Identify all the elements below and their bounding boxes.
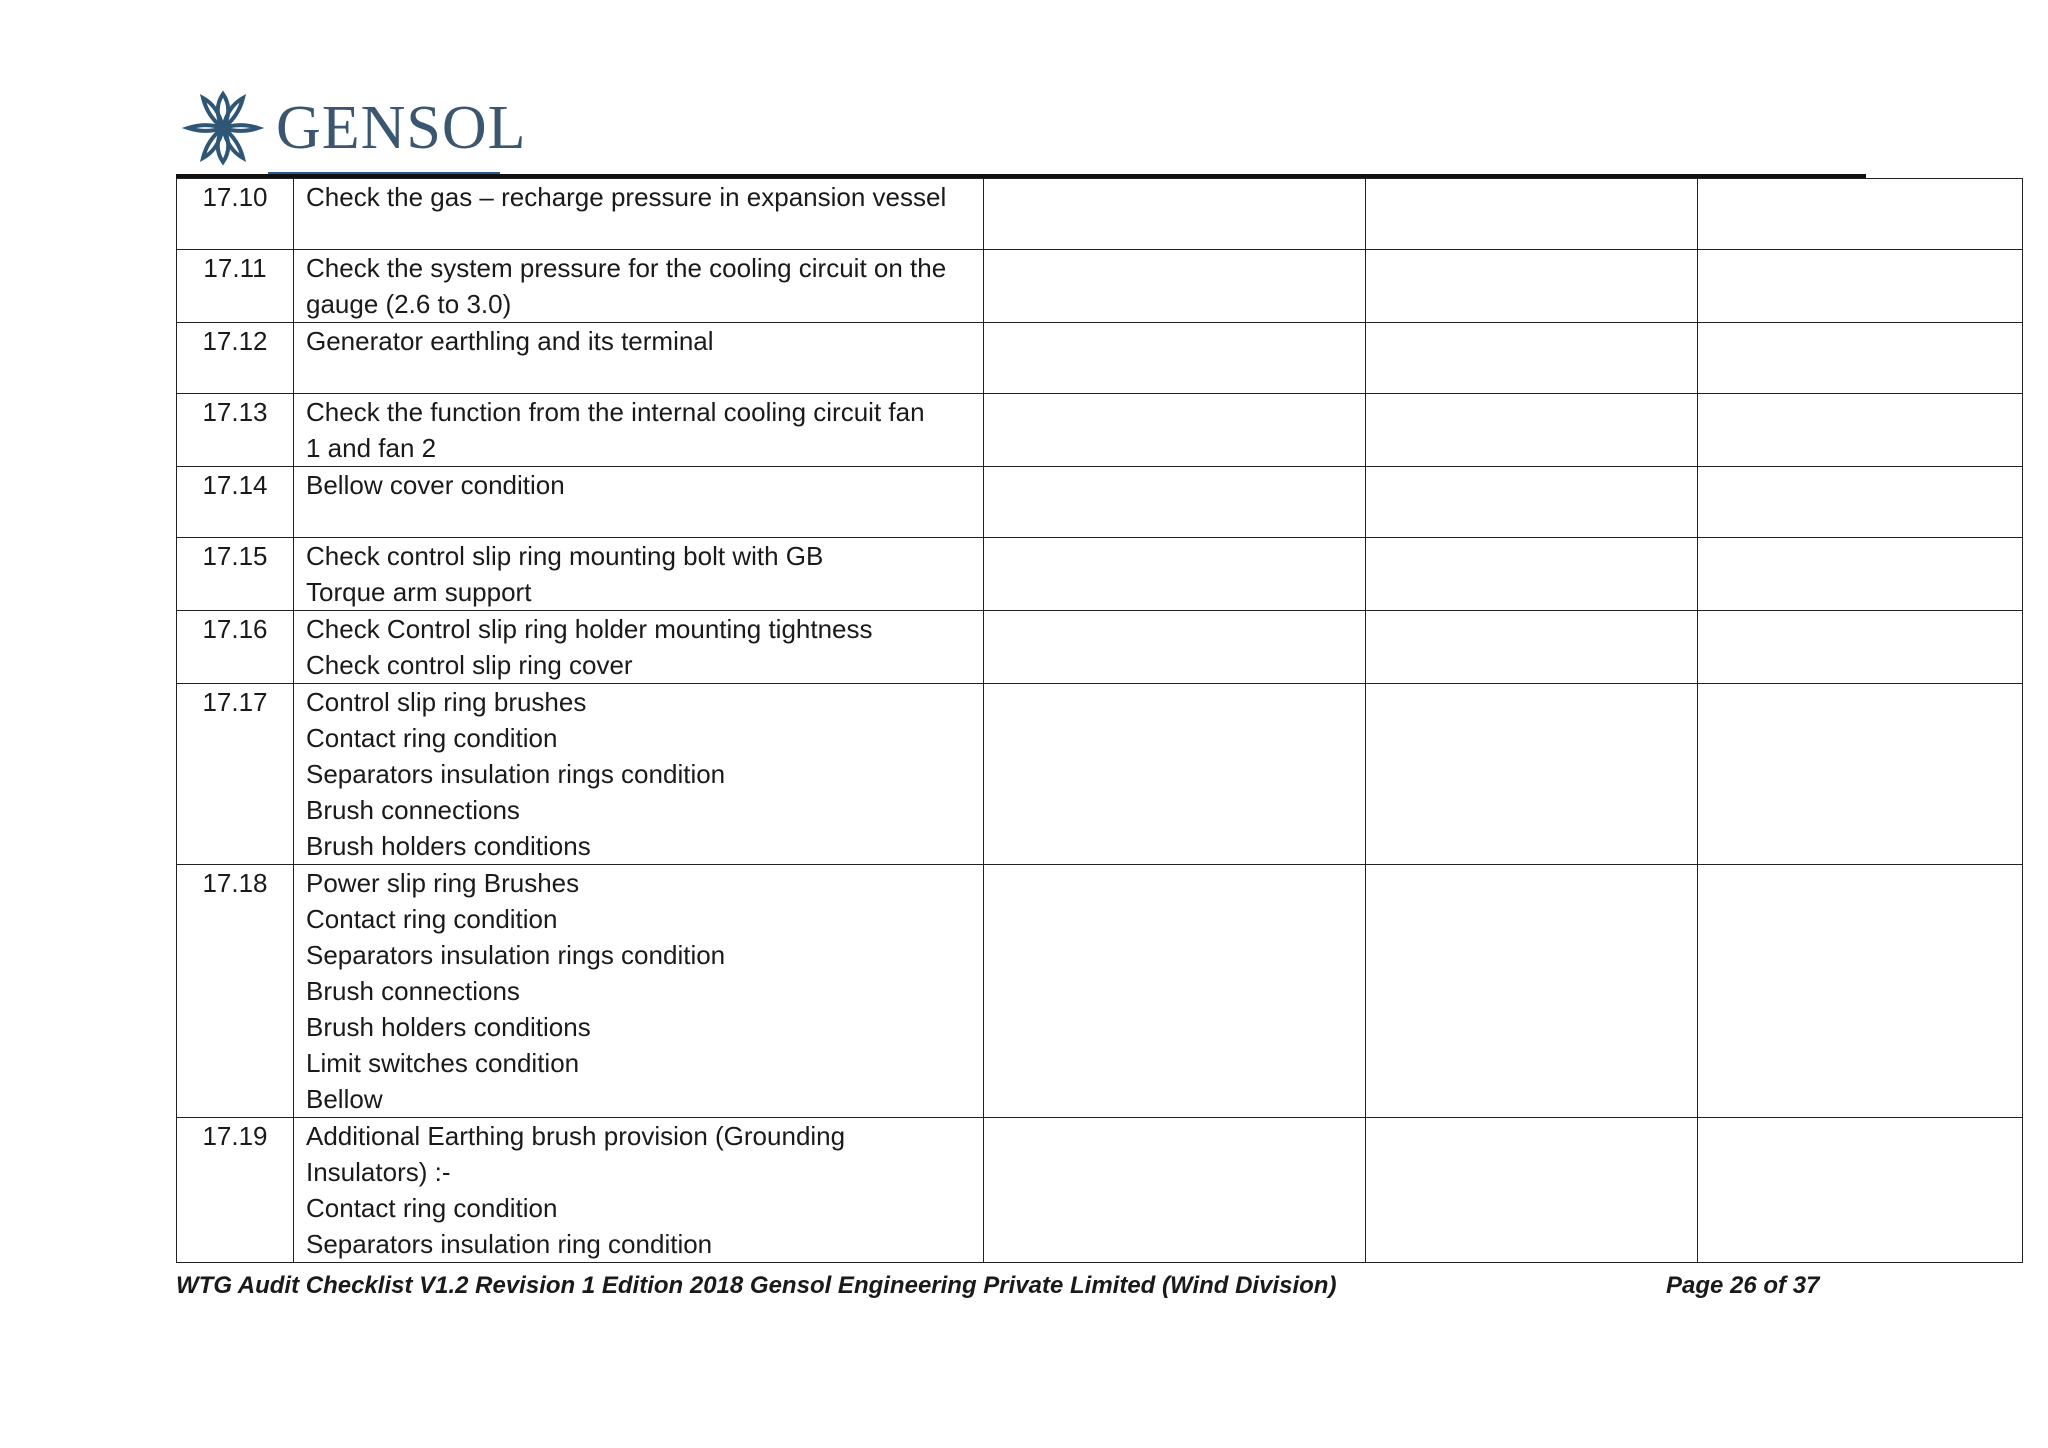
description-line: Limit switches condition: [306, 1048, 580, 1078]
remarks-cell: [1698, 1118, 2023, 1263]
item-description: [294, 394, 984, 467]
item-description: [294, 467, 984, 538]
observation-cell: [1366, 250, 1698, 323]
remarks-cell: [1698, 323, 2023, 394]
status-cell: [984, 179, 1366, 250]
item-number: 17.15: [177, 538, 294, 611]
remarks-cell: [1698, 865, 2023, 1118]
description-line: Brush connections: [306, 795, 520, 825]
status-cell: [984, 538, 1366, 611]
status-cell: [984, 1118, 1366, 1263]
item-number: 17.19: [177, 1118, 294, 1263]
remarks-cell: [1698, 684, 2023, 865]
description-line: Separators insulation rings condition: [306, 759, 726, 789]
description-line: Contact ring condition: [306, 1193, 558, 1223]
description-line: Insulators) :-: [306, 1157, 451, 1187]
observation-cell: [1366, 323, 1698, 394]
item-description: [294, 538, 984, 611]
item-description: [294, 250, 984, 323]
item-description: [294, 865, 984, 1118]
description-line: Control slip ring brushes: [306, 687, 587, 717]
description-line: 1 and fan 2: [306, 433, 437, 463]
table-row: [177, 394, 2023, 467]
item-number: 17.16: [177, 611, 294, 684]
table-row: [177, 323, 2023, 394]
description-line: Power slip ring Brushes: [306, 868, 580, 898]
description-line: Check the gas – recharge pressure in expansion vessel: [306, 182, 947, 212]
item-number: 17.13: [177, 394, 294, 467]
description-line: gauge (2.6 to 3.0): [306, 289, 512, 319]
remarks-cell: [1698, 394, 2023, 467]
table-row: [177, 865, 2023, 1118]
status-cell: [984, 394, 1366, 467]
table-row: [177, 467, 2023, 538]
description-line: Bellow cover condition: [306, 470, 565, 500]
remarks-cell: [1698, 538, 2023, 611]
item-number: 17.14: [177, 467, 294, 538]
item-description: [294, 323, 984, 394]
company-logo: [178, 88, 527, 168]
observation-cell: [1366, 538, 1698, 611]
description-line: Check control slip ring cover: [306, 650, 633, 680]
description-line: Check Control slip ring holder mounting tightness: [306, 614, 873, 644]
gensol-flower-icon: [178, 88, 268, 168]
description-line: Separators insulation rings condition: [306, 940, 726, 970]
table-row: [177, 611, 2023, 684]
item-description: [294, 1118, 984, 1263]
description-line: Generator earthling and its terminal: [306, 326, 714, 356]
observation-cell: [1366, 865, 1698, 1118]
remarks-cell: [1698, 611, 2023, 684]
description-line: Bellow: [306, 1084, 383, 1114]
table-row: [177, 179, 2023, 250]
item-number: 17.12: [177, 323, 294, 394]
remarks-cell: [1698, 467, 2023, 538]
description-line: Check the function from the internal cooling circuit fan: [306, 397, 925, 427]
description-line: Contact ring condition: [306, 904, 558, 934]
observation-cell: [1366, 179, 1698, 250]
status-cell: [984, 323, 1366, 394]
observation-cell: [1366, 394, 1698, 467]
description-line: Additional Earthing brush provision (Grounding: [306, 1121, 846, 1151]
description-line: Brush connections: [306, 976, 520, 1006]
item-number: 17.10: [177, 179, 294, 250]
table-body: [177, 179, 2023, 1263]
description-line: Torque arm support: [306, 577, 532, 607]
description-line: Brush holders conditions: [306, 831, 591, 861]
item-number: 17.17: [177, 684, 294, 865]
observation-cell: [1366, 611, 1698, 684]
item-description: [294, 179, 984, 250]
table-row: [177, 1118, 2023, 1263]
item-description: [294, 684, 984, 865]
item-description: [294, 611, 984, 684]
status-cell: [984, 684, 1366, 865]
footer-document-title: WTG Audit Checklist V1.2 Revision 1 Edition 2018 Gensol Engineering Private Limited (Wind Division): [176, 1272, 1337, 1299]
audit-checklist-table: [176, 178, 2023, 1263]
description-line: Brush holders conditions: [306, 1012, 591, 1042]
description-line: Check the system pressure for the cooling circuit on the: [306, 253, 947, 283]
item-number: 17.18: [177, 865, 294, 1118]
remarks-cell: [1698, 179, 2023, 250]
status-cell: [984, 467, 1366, 538]
remarks-cell: [1698, 250, 2023, 323]
footer-page-number: Page 26 of 37: [1666, 1272, 1820, 1299]
table-row: [177, 684, 2023, 865]
observation-cell: [1366, 1118, 1698, 1263]
status-cell: [984, 250, 1366, 323]
status-cell: [984, 611, 1366, 684]
table-row: [177, 538, 2023, 611]
item-number: 17.11: [177, 250, 294, 323]
description-line: Separators insulation ring condition: [306, 1229, 713, 1259]
logo-wordmark: GENSOL: [276, 94, 527, 162]
description-line: Contact ring condition: [306, 723, 558, 753]
status-cell: [984, 865, 1366, 1118]
table-row: [177, 250, 2023, 323]
description-line: Check control slip ring mounting bolt with GB: [306, 541, 824, 571]
observation-cell: [1366, 684, 1698, 865]
observation-cell: [1366, 467, 1698, 538]
